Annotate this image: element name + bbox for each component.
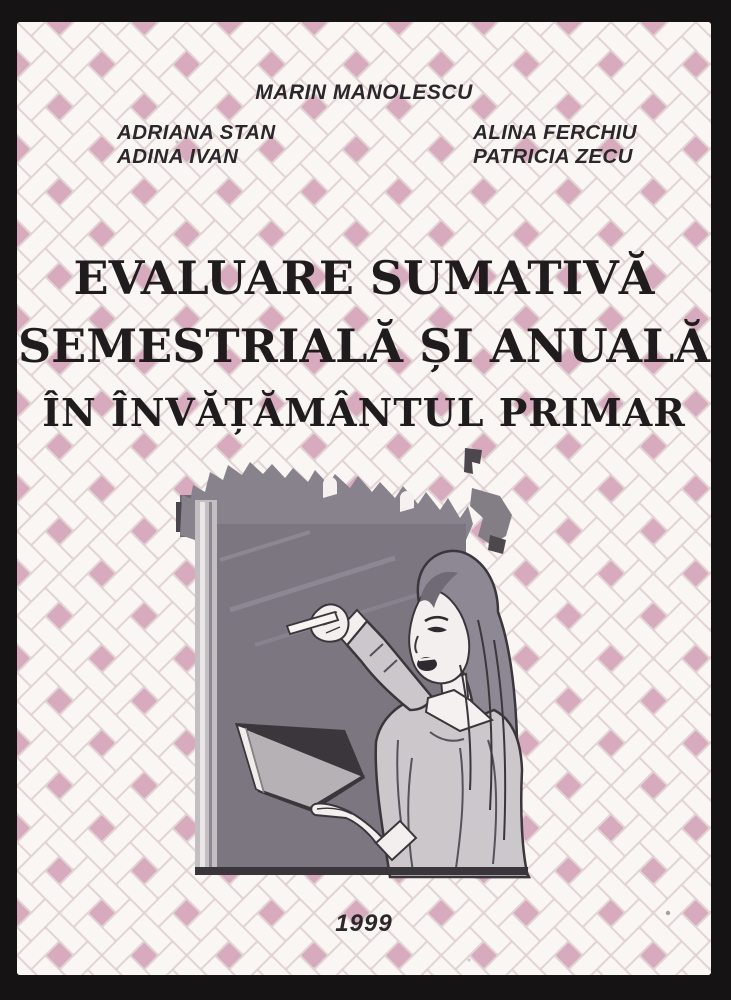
coauthors-row: [17, 121, 711, 169]
title-line-3: ÎN ÎNVĂȚĂMÂNTUL PRIMAR: [42, 390, 686, 435]
publication-year: 1999: [335, 910, 393, 937]
book-cover: [17, 22, 711, 975]
book-title: [17, 244, 711, 446]
lead-author-name: MARIN MANOLESCU: [255, 81, 473, 104]
coauthor-name: ADINA IVAN: [117, 145, 239, 168]
title-line-1: EVALUARE SUMATIVĂ: [73, 251, 655, 305]
title-line-2: SEMESTRIALĂ ȘI ANUALĂ: [17, 319, 711, 373]
coauthors-right: [473, 121, 637, 169]
coauthor-name: PATRICIA ZECU: [473, 145, 633, 168]
coauthors-left: [117, 121, 276, 169]
teacher-blackboard-illustration: [160, 440, 560, 880]
coauthor-name: ADRIANA STAN: [117, 121, 276, 144]
coauthor-name: ALINA FERCHIU: [473, 121, 637, 144]
